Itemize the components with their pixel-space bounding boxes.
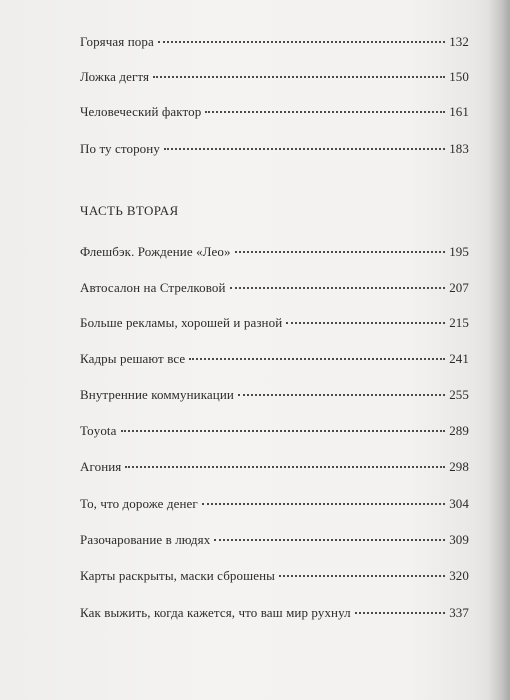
dot-leader	[230, 286, 446, 289]
toc-entry-page: 183	[449, 141, 469, 156]
toc-entry	[80, 351, 469, 367]
toc-entry-page: 195	[449, 244, 469, 259]
dot-leader	[125, 465, 445, 468]
dot-leader	[205, 110, 445, 113]
dot-leader	[279, 574, 445, 577]
toc-entry	[80, 280, 469, 296]
toc-entry-title: Toyota	[80, 423, 117, 438]
toc-entry-title: То, что дороже денег	[80, 496, 198, 511]
toc-entry-page: 241	[449, 351, 469, 366]
toc-entry-title: Человеческий фактор	[80, 104, 202, 119]
toc-entry-title: Кадры решают все	[80, 351, 186, 366]
toc-entry-page: 337	[449, 605, 469, 620]
toc-entry-title: Как выжить, когда кажется, что ваш мир рухнул	[80, 605, 351, 620]
toc-entry-title: Ложка дегтя	[80, 69, 150, 84]
dot-leader	[164, 147, 445, 150]
toc-entry	[80, 496, 469, 512]
dot-leader	[214, 538, 445, 541]
toc-entry-title: По ту сторону	[80, 141, 160, 156]
toc-entry	[80, 532, 469, 548]
toc-entry	[80, 605, 469, 621]
toc-entry-title: Больше рекламы, хорошей и разной	[80, 315, 283, 330]
toc-entry-title: Автосалон на Стрелковой	[80, 280, 226, 295]
toc-entry	[80, 104, 469, 120]
dot-leader	[121, 429, 446, 432]
toc-entry-page: 289	[449, 423, 469, 438]
toc-entry-page: 150	[449, 69, 469, 84]
toc-entry-page: 320	[449, 568, 469, 583]
dot-leader	[286, 321, 445, 324]
section-heading: ЧАСТЬ ВТОРАЯ	[80, 203, 179, 218]
toc-entry-title: Агония	[80, 459, 122, 474]
dot-leader	[189, 357, 445, 360]
dot-leader	[202, 502, 445, 505]
toc-entry-title: Внутренние коммуникации	[80, 387, 234, 402]
toc-entry	[80, 387, 469, 403]
toc-entry-title: Карты раскрыты, маски сброшены	[80, 568, 275, 583]
toc-entry-title: Разочарование в людях	[80, 532, 211, 547]
toc-entry-page: 304	[449, 496, 469, 511]
toc-entry	[80, 459, 469, 475]
dot-leader	[153, 75, 445, 78]
dot-leader	[158, 40, 445, 43]
toc-entry	[80, 244, 469, 260]
toc-entry	[80, 69, 469, 85]
toc-entry	[80, 568, 469, 584]
dot-leader	[355, 611, 445, 614]
dot-leader	[238, 393, 445, 396]
toc-entry-page: 309	[449, 532, 469, 547]
toc-entry-page: 161	[449, 104, 469, 119]
toc-entry-page: 298	[449, 459, 469, 474]
toc-entry-title: Горячая пора	[80, 34, 154, 49]
toc-entry-page: 215	[449, 315, 469, 330]
dot-leader	[235, 250, 446, 253]
toc-entry	[80, 423, 469, 439]
toc-entry-page: 255	[449, 387, 469, 402]
toc-entry	[80, 141, 469, 157]
toc-entry-title: Флешбэк. Рождение «Лео»	[80, 244, 231, 259]
toc-entry	[80, 34, 469, 50]
toc-entry-page: 207	[449, 280, 469, 295]
toc-entry-page: 132	[449, 34, 469, 49]
toc-entry	[80, 315, 469, 331]
